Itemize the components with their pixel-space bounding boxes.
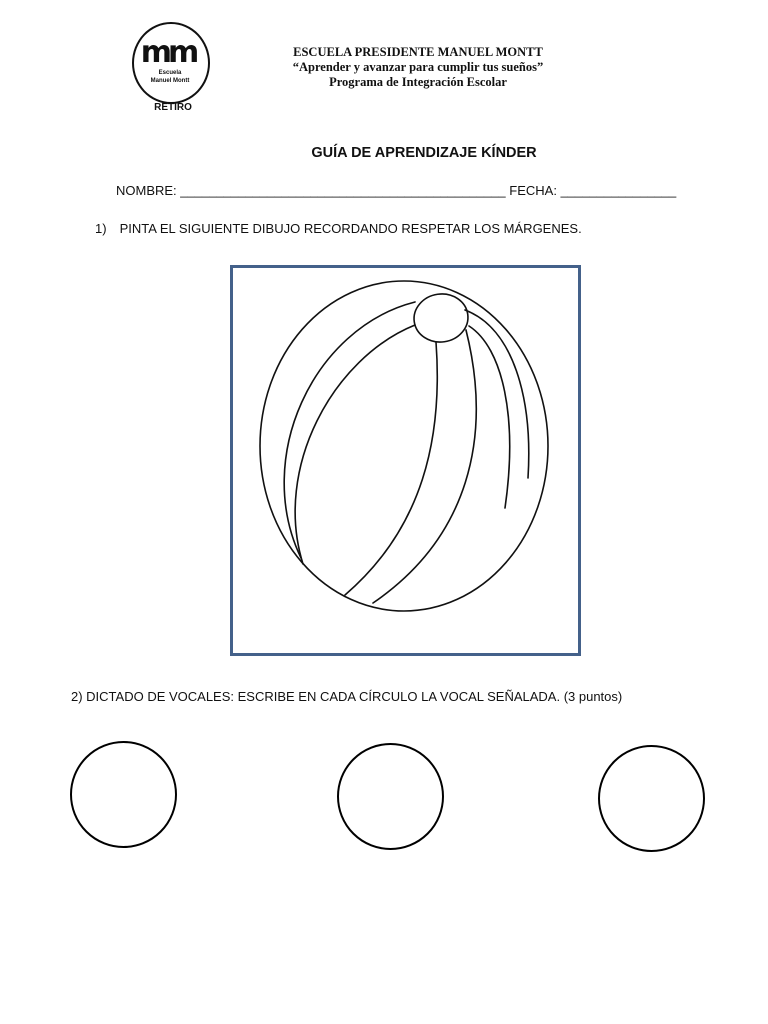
beach-ball-drawing[interactable] bbox=[233, 268, 578, 653]
logo-caption: RETIRO bbox=[154, 102, 192, 113]
name-field[interactable]: _____________________________________________ bbox=[180, 183, 506, 198]
date-field[interactable]: ________________ bbox=[560, 183, 677, 198]
school-motto: “Aprender y avanzar para cumplir tus sueños” bbox=[292, 60, 544, 74]
student-fields bbox=[116, 183, 676, 198]
question-1-number: 1) bbox=[95, 221, 107, 236]
logo-line1: Escuela bbox=[158, 70, 182, 76]
page-title: GUÍA DE APRENDIZAJE KÍNDER bbox=[311, 145, 537, 161]
logo-initials: mm bbox=[140, 35, 196, 70]
ball-stripe-left-inner bbox=[295, 325, 415, 564]
logo-line2: Manuel Montt bbox=[150, 78, 190, 84]
school-header bbox=[230, 45, 606, 90]
vowel-circle-1[interactable] bbox=[70, 741, 177, 848]
school-program: Programa de Integración Escolar bbox=[329, 75, 507, 89]
question-1-text: PINTA EL SIGUIENTE DIBUJO RECORDANDO RESPETAR LOS MÁRGENES. bbox=[119, 221, 582, 236]
name-label: NOMBRE: bbox=[116, 183, 177, 198]
ball-top-cap bbox=[411, 290, 471, 345]
ball-stripe-right-outer bbox=[465, 310, 529, 478]
question-1 bbox=[95, 221, 582, 236]
question-2: 2) DICTADO DE VOCALES: ESCRIBE EN CADA CÍRCULO LA VOCAL SEÑALADA. (3 puntos) bbox=[71, 689, 623, 704]
vowel-circle-2[interactable] bbox=[337, 743, 444, 850]
school-name: ESCUELA PRESIDENTE MANUEL MONTT bbox=[293, 45, 543, 59]
date-label: FECHA: bbox=[509, 183, 557, 198]
vowel-circle-3[interactable] bbox=[598, 745, 705, 852]
ball-stripe-center-right bbox=[373, 330, 476, 603]
coloring-frame bbox=[230, 265, 581, 656]
ball-stripe-left-outer bbox=[284, 302, 415, 558]
school-logo bbox=[130, 22, 216, 116]
ball-stripe-right-inner bbox=[469, 326, 510, 508]
